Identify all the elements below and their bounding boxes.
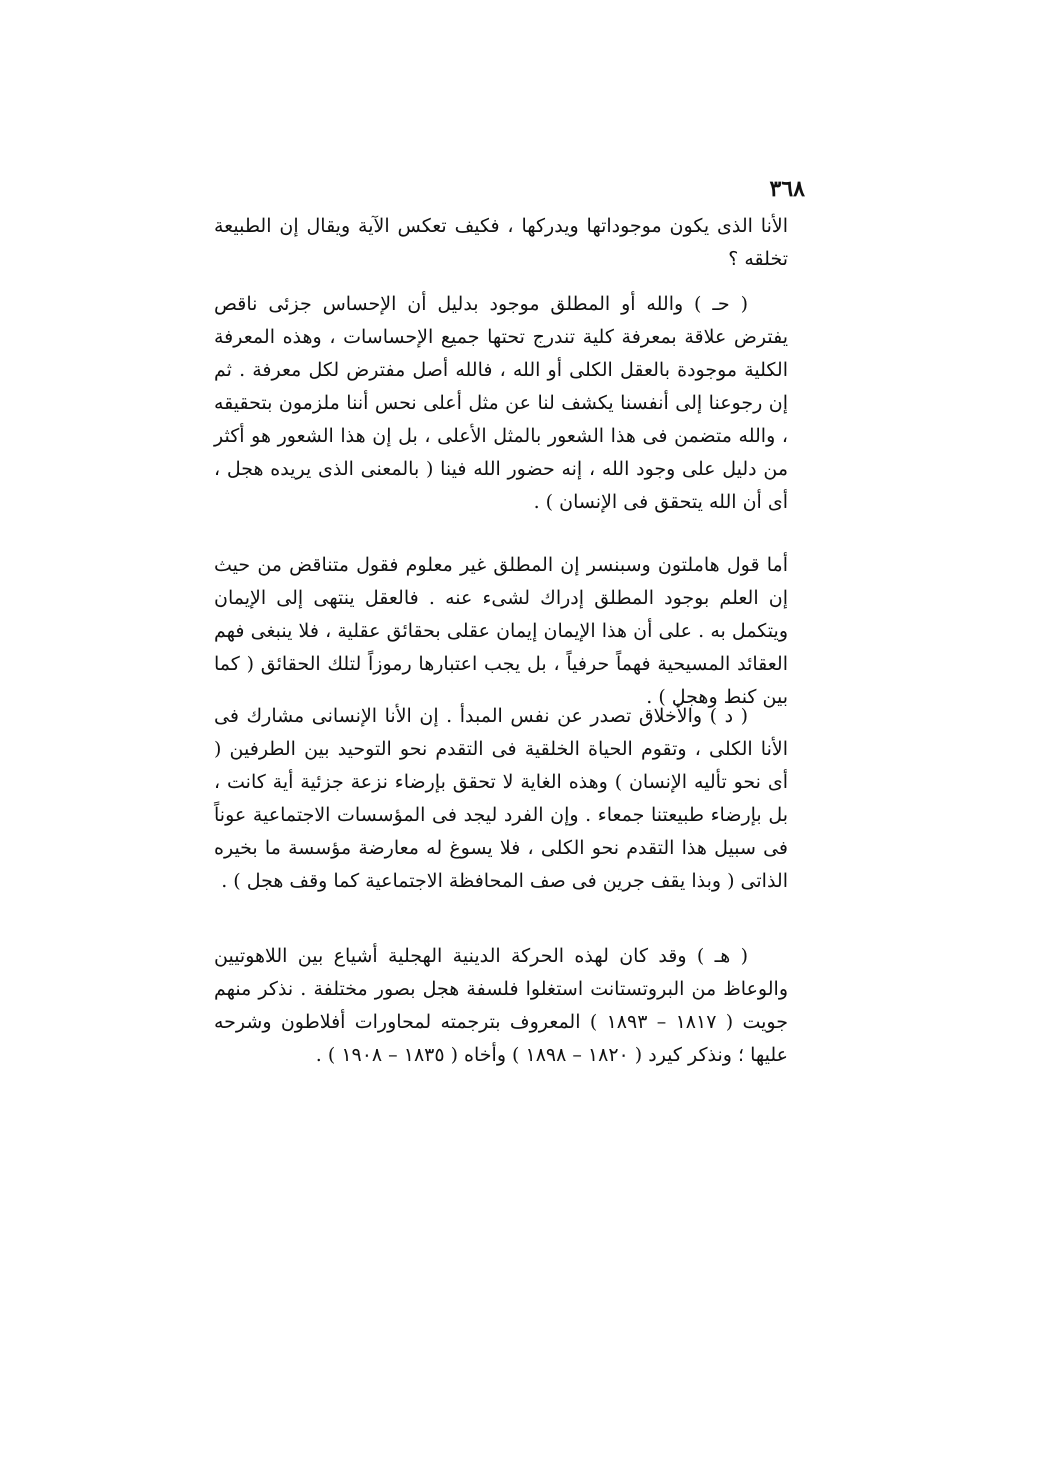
paragraph-text: ( حـ ) والله أو المطلق موجود بدليل أن الإحساس جزئى ناقص يفترض علاقة بمعرفة كلية تندرج تحتها جميع الإحساسات ، وهذه المعرفة الكلية موجودة بالعقل الكلى أو الله ، فالله أصل مفترض لكل معرفة . ثم إن رجوعنا إلى أنفسنا يكشف لنا عن مثل أعلى نحس أننا ملزمون بتحقيقه ، والله متضمن فى هذا الشعور بالمثل الأعلى ، بل إن هذا الشعور هو أكثر من دليل على وجود الله ، إنه حضور الله فينا ( بالمعنى الذى يريده هجل ، أى أن الله يتحقق فى الإنسان ) . [214, 293, 788, 513]
paragraph-text: ( هـ ) وقد كان لهذه الحركة الدينية الهجلية أشياع بين اللاهوتيين والوعاظ من البروتستانت استغلوا فلسفة هجل بصور مختلفة . نذكر منهم جويت ( ١٨١٧ – ١٨٩٣ ) المعروف بترجمته لمحاورات أفلاطون وشرحه عليها ؛ ونذكر كيرد ( ١٨٢٠ – ١٨٩٨ ) وأخاه ( ١٨٣٥ – ١٩٠٨ ) . [214, 945, 788, 1066]
paragraph-section-c-continued [214, 549, 788, 714]
paragraph-section-e [214, 940, 788, 1072]
paragraph-continuation [214, 210, 788, 276]
paragraph-section-d [214, 700, 788, 898]
paragraph-section-c [214, 288, 788, 519]
paragraph-text: أما قول هاملتون وسبنسر إن المطلق غير معلوم فقول متناقض من حيث إن العلم بوجود المطلق إدراك لشىء عنه . فالعقل ينتهى إلى الإيمان ويتكمل به . على أن هذا الإيمان إيمان عقلى بحقائق عقلية ، فلا ينبغى فهم العقائد المسيحية فهماً حرفياً ، بل يجب اعتبارها رموزاً لتلك الحقائق ( كما بين كنط وهجل ) . [214, 554, 788, 708]
paragraph-text: ( د ) والأخلاق تصدر عن نفس المبدأ . إن الأنا الإنسانى مشارك فى الأنا الكلى ، وتقوم الحياة الخلقية فى التقدم نحو التوحيد بين الطرفين ( أى نحو تأليه الإنسان ) وهذه الغاية لا تحقق بإرضاء نزعة جزئية أية كانت ، بل بإرضاء طبيعتنا جمعاء . وإن الفرد ليجد فى المؤسسات الاجتماعية عوناً فى سبيل هذا التقدم نحو الكلى ، فلا يسوغ له معارضة مؤسسة ما بخيره الذاتى ( وبذا يقف جرين فى صف المحافظة الاجتماعية كما وقف هجل ) . [214, 705, 788, 892]
page-number: ٣٦٨ [769, 176, 805, 202]
paragraph-text: الأنا الذى يكون موجوداتها ويدركها ، فكيف تعكس الآية ويقال إن الطبيعة تخلقه ؟ [214, 215, 788, 270]
